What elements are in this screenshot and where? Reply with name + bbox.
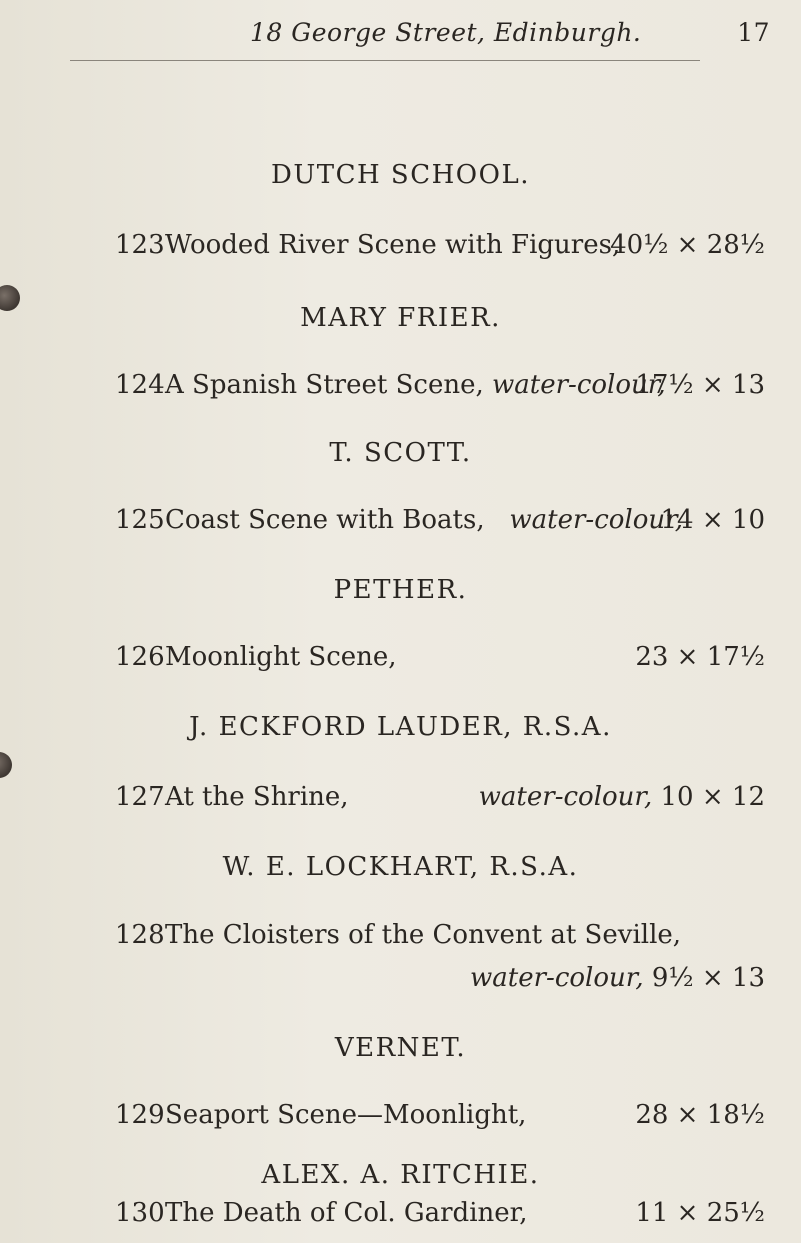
artist-heading: T. SCOTT.: [329, 438, 472, 468]
lot-size: 11 × 25½: [635, 1198, 765, 1228]
lot-number: 123: [115, 230, 165, 260]
lot-medium: water-colour,: [509, 505, 683, 535]
lot-medium: water-colour,: [470, 963, 644, 993]
lot-size: 9½ × 13: [651, 963, 765, 993]
lot-title: Seaport Scene—Moonlight,: [165, 1100, 527, 1130]
lot-title-text: Coast Scene with Boats,: [165, 505, 485, 535]
lot-number: 124: [115, 370, 165, 400]
lot-size: 17½ × 13: [635, 370, 765, 400]
artist-heading: J. ECKFORD LAUDER, R.S.A.: [189, 712, 612, 742]
lot-title: Wooded River Scene with Figures,: [165, 230, 621, 260]
lot-number: 125: [115, 505, 165, 535]
binding-hole-lower: [0, 752, 12, 778]
page-header: [250, 18, 770, 47]
lot-size: 14 × 10: [660, 505, 765, 535]
lot-size: 40½ × 28½: [610, 230, 765, 260]
lot-title: [165, 505, 683, 535]
lot-size-text: 10 × 12: [660, 782, 765, 812]
artist-heading: VERNET.: [334, 1033, 467, 1063]
artist-heading: ALEX. A. RITCHIE.: [261, 1160, 540, 1190]
header-rule: [70, 60, 700, 61]
lot-size: 23 × 17½: [635, 642, 765, 672]
lot-title: Moonlight Scene,: [165, 642, 397, 672]
lot-number: 126: [115, 642, 165, 672]
header-address: 18 George Street, Edinburgh.: [250, 18, 642, 47]
artist-heading: MARY FRIER.: [300, 303, 501, 333]
lot-entry-continuation: [0, 963, 765, 993]
artist-heading: W. E. LOCKHART, R.S.A.: [222, 852, 579, 882]
page-number: 17: [737, 18, 770, 47]
artist-heading: DUTCH SCHOOL.: [271, 160, 530, 190]
lot-title-text: A Spanish Street Scene,: [165, 370, 484, 400]
artist-heading: PETHER.: [333, 575, 468, 605]
lot-medium: water-colour,: [478, 782, 653, 812]
lot-size-with-medium: [479, 782, 765, 812]
lot-title: [165, 370, 666, 400]
lot-medium: water-colour,: [492, 370, 666, 400]
lot-number: 129: [115, 1100, 165, 1130]
lot-number: 127: [115, 782, 165, 812]
lot-number: 128: [115, 920, 165, 950]
lot-title: The Death of Col. Gardiner,: [165, 1198, 528, 1228]
lot-title: The Cloisters of the Convent at Seville,: [165, 920, 682, 950]
lot-title: At the Shrine,: [165, 782, 349, 812]
lot-size: 28 × 18½: [635, 1100, 765, 1130]
lot-number: 130: [115, 1198, 165, 1228]
